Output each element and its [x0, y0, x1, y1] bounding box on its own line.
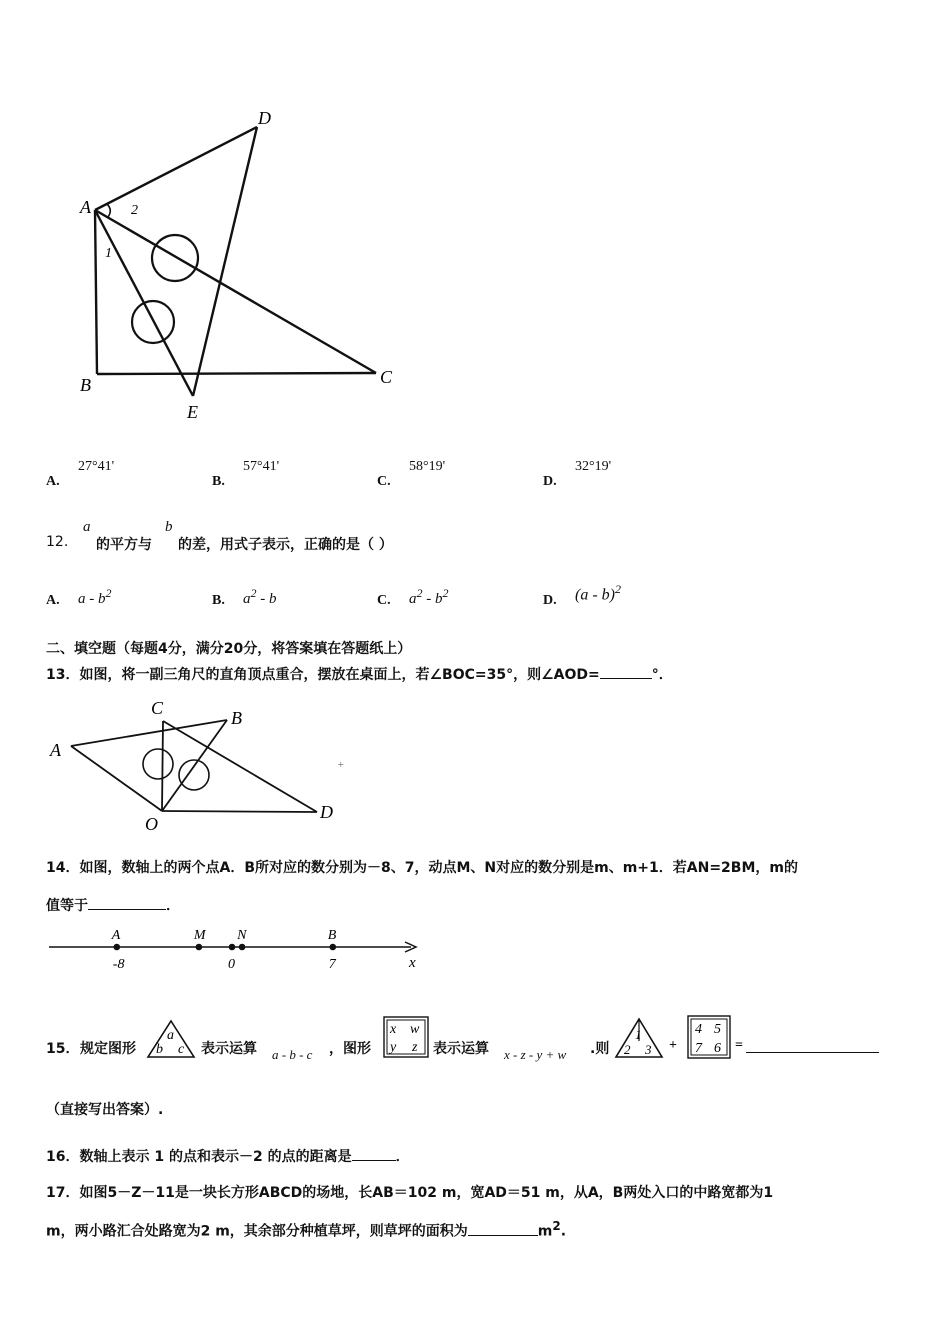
q12-option-b-base: a	[243, 591, 251, 607]
q14-line-2-before: 值等于	[46, 898, 88, 914]
q16-answer-blank[interactable]	[352, 1146, 396, 1161]
number-line-name-M: M	[193, 928, 206, 943]
q11-option-c-value: 58°19'	[409, 459, 446, 474]
q12-option-d-expr	[575, 582, 621, 604]
q11-option-d-value: 32°19'	[575, 459, 612, 474]
q12-option-b-expr	[243, 586, 277, 608]
q11-option-b-value: 57°41'	[243, 459, 280, 474]
number-line-point-A	[114, 944, 121, 951]
fig13-line-CO	[162, 721, 163, 811]
q12-var-b: b	[165, 519, 173, 535]
q15-box-value	[687, 1015, 731, 1059]
section-2-heading: 二、填空题（每题4分，满分20分，将答案填在答题纸上）	[46, 641, 412, 657]
q12-option-a-letter: A.	[46, 593, 60, 608]
fig11-label-1: 1	[105, 246, 112, 261]
q15-box-def-br: z	[412, 1040, 418, 1055]
fig13-label-A: A	[50, 740, 61, 760]
q12-option-b-rest: - b	[256, 591, 277, 607]
q17-line-2-sup: 2	[552, 1219, 561, 1233]
q12-option-a-expr	[78, 586, 112, 608]
q14-line-2-after: ．	[166, 898, 180, 914]
q15-op1-expr: a - b - c	[272, 1047, 313, 1062]
q15-tri-val-left: 2	[624, 1042, 631, 1057]
q11-option-a-letter: A.	[46, 474, 60, 489]
q15-tri-def-top: a	[167, 1028, 174, 1043]
q15-tri-def-right: c	[178, 1042, 185, 1057]
figure-q13	[45, 690, 355, 835]
q17-line-2-before: m，两小路汇合处路宽为2 m，其余部分种植草坪，则草坪的面积为	[46, 1223, 468, 1240]
q11-option-c-letter: C.	[377, 474, 391, 489]
fig11-line-AD	[95, 127, 257, 210]
q15-box-val-br: 6	[714, 1041, 721, 1056]
q12-option-b-letter: B.	[212, 593, 225, 608]
q15-answer-blank[interactable]	[746, 1052, 879, 1053]
fig13-label-B: B	[231, 708, 242, 728]
q12-option-c-expr	[409, 586, 449, 608]
q15-box-def-bl: y	[390, 1040, 397, 1055]
fig11-label-B: B	[80, 375, 91, 395]
fig11-label-C: C	[380, 367, 393, 387]
q15-box-val-tl: 4	[695, 1022, 702, 1037]
q15-text-op1: 表示运算	[201, 1041, 257, 1057]
fig11-line-AB	[95, 210, 97, 374]
number-line-tick-label: 0	[228, 957, 235, 972]
q12-option-c-letter: C.	[377, 593, 391, 608]
fig13-label-D: D	[320, 802, 333, 822]
q12-option-c-mid: - b	[422, 591, 443, 607]
q17-answer-blank[interactable]	[468, 1221, 538, 1236]
fig11-label-E: E	[187, 402, 198, 422]
q15-text-op2: 表示运算	[433, 1041, 489, 1057]
q15-box-def-tl: x	[390, 1022, 397, 1037]
q11-option-b-letter: B.	[212, 474, 225, 489]
number-line-point-origin	[229, 944, 236, 951]
number-line-tick-label: -8	[112, 957, 125, 972]
q15-box-val-tr: 5	[714, 1022, 721, 1037]
q15-text-define: 规定图形	[80, 1041, 136, 1057]
q17-line-2-unit: m	[537, 1223, 553, 1240]
number-line-point-B	[330, 944, 337, 951]
fig13-circle-left	[143, 749, 173, 779]
q15-op2-expr: x - z - y + w	[504, 1047, 567, 1062]
fig11-line-DE	[193, 127, 257, 396]
fig13-line-OD	[162, 811, 317, 812]
q14-line-1: 14．如图，数轴上的两个点A．B所对应的数分别为－8、7，动点M、N对应的数分别是m、m+1．若AN=2BM，m的	[46, 860, 798, 876]
q15-box-def-tr: w	[410, 1022, 420, 1037]
q15-tri-def-left: b	[156, 1042, 163, 1057]
q11-option-a-value: 27°41'	[78, 459, 115, 474]
fig13-label-C: C	[151, 698, 164, 718]
q12-var-a: a	[83, 519, 91, 535]
figure-q11	[60, 100, 420, 430]
q15-box-val-bl: 7	[695, 1041, 702, 1056]
number-line-name-B: B	[327, 928, 337, 943]
fig11-label-2: 2	[131, 203, 138, 218]
q12-option-d-base: (a - b)	[575, 586, 615, 604]
q15-text-comma: ，图形	[329, 1041, 371, 1057]
q16-text	[46, 1146, 410, 1166]
fig13-circle-right	[179, 760, 209, 790]
number-line-name-N: N	[237, 928, 247, 943]
q16-text-before: 16．数轴上表示 1 的点和表示－2 的点的距离是	[46, 1149, 352, 1165]
q12-option-a-sup: 2	[105, 586, 112, 600]
q15-tri-val-right: 3	[645, 1042, 652, 1057]
fig11-circle-upper	[152, 235, 198, 281]
number-line-point-N	[239, 944, 246, 951]
figure-q14-number-line	[45, 922, 430, 977]
q12-option-c-sup-b: 2	[442, 586, 449, 600]
q17-line-2-after: .	[560, 1223, 567, 1240]
q15-equals: =	[735, 1038, 743, 1053]
number-line-x-label: x	[409, 955, 416, 971]
q15-text-then: .则	[590, 1041, 610, 1057]
q12-option-a-base: a - b	[78, 591, 106, 607]
q12-option-c-sup-a: 2	[416, 586, 423, 600]
fig13-line-BO	[162, 720, 227, 811]
q12-number: 12.	[46, 534, 69, 550]
q11-option-d-letter: D.	[543, 474, 557, 489]
fig11-label-D: D	[258, 108, 271, 128]
fig13-label-O: O	[145, 814, 158, 834]
q15-note: （直接写出答案）.	[46, 1102, 164, 1118]
q15-triangle-value	[614, 1017, 664, 1059]
q13-text	[46, 664, 673, 684]
q16-text-after: ．	[395, 1149, 410, 1165]
fig13-line-AB	[71, 720, 227, 746]
q15-box-definition	[383, 1016, 429, 1058]
fig11-label-A: A	[80, 197, 91, 217]
q15-tri-val-top: 1	[635, 1027, 642, 1042]
q13-answer-blank[interactable]	[600, 664, 652, 679]
q15-plus: +	[669, 1038, 677, 1053]
q12-option-b-sup: 2	[250, 586, 257, 600]
q13-text-before: 13．如图，将一副三角尺的直角顶点重合，摆放在桌面上，若∠BOC=35°，则∠AOD=	[46, 667, 600, 683]
fig11-angle-arc	[107, 204, 110, 217]
fig13-line-CD	[163, 721, 317, 812]
q12-text-2: 的差，用式子表示，正确的是（ ）	[178, 537, 393, 553]
fig13-plus-mark: +	[337, 759, 345, 771]
number-line-tick-label: 7	[328, 957, 336, 972]
q12-option-d-letter: D.	[543, 593, 557, 608]
fig11-line-BC	[97, 373, 376, 374]
q14-line-2	[46, 895, 180, 915]
q14-answer-blank[interactable]	[88, 895, 166, 910]
q17-line-2	[46, 1219, 566, 1241]
number-line-name-A: A	[111, 928, 121, 943]
q12-option-d-sup: 2	[614, 582, 621, 596]
number-line-point-M	[196, 944, 203, 951]
q15-triangle-definition	[145, 1019, 197, 1059]
q13-text-after: °．	[651, 667, 673, 683]
fig13-line-AO	[71, 746, 162, 811]
q15-number: 15．	[46, 1041, 80, 1057]
q12-text-1: 的平方与	[96, 537, 152, 553]
q12-option-c-base: a	[409, 591, 417, 607]
q17-line-1: 17．如图5－Z－11是一块长方形ABCD的场地，长AB＝102 m，宽AD＝51 m，从A，B两处入口的中路宽都为1	[46, 1185, 774, 1201]
